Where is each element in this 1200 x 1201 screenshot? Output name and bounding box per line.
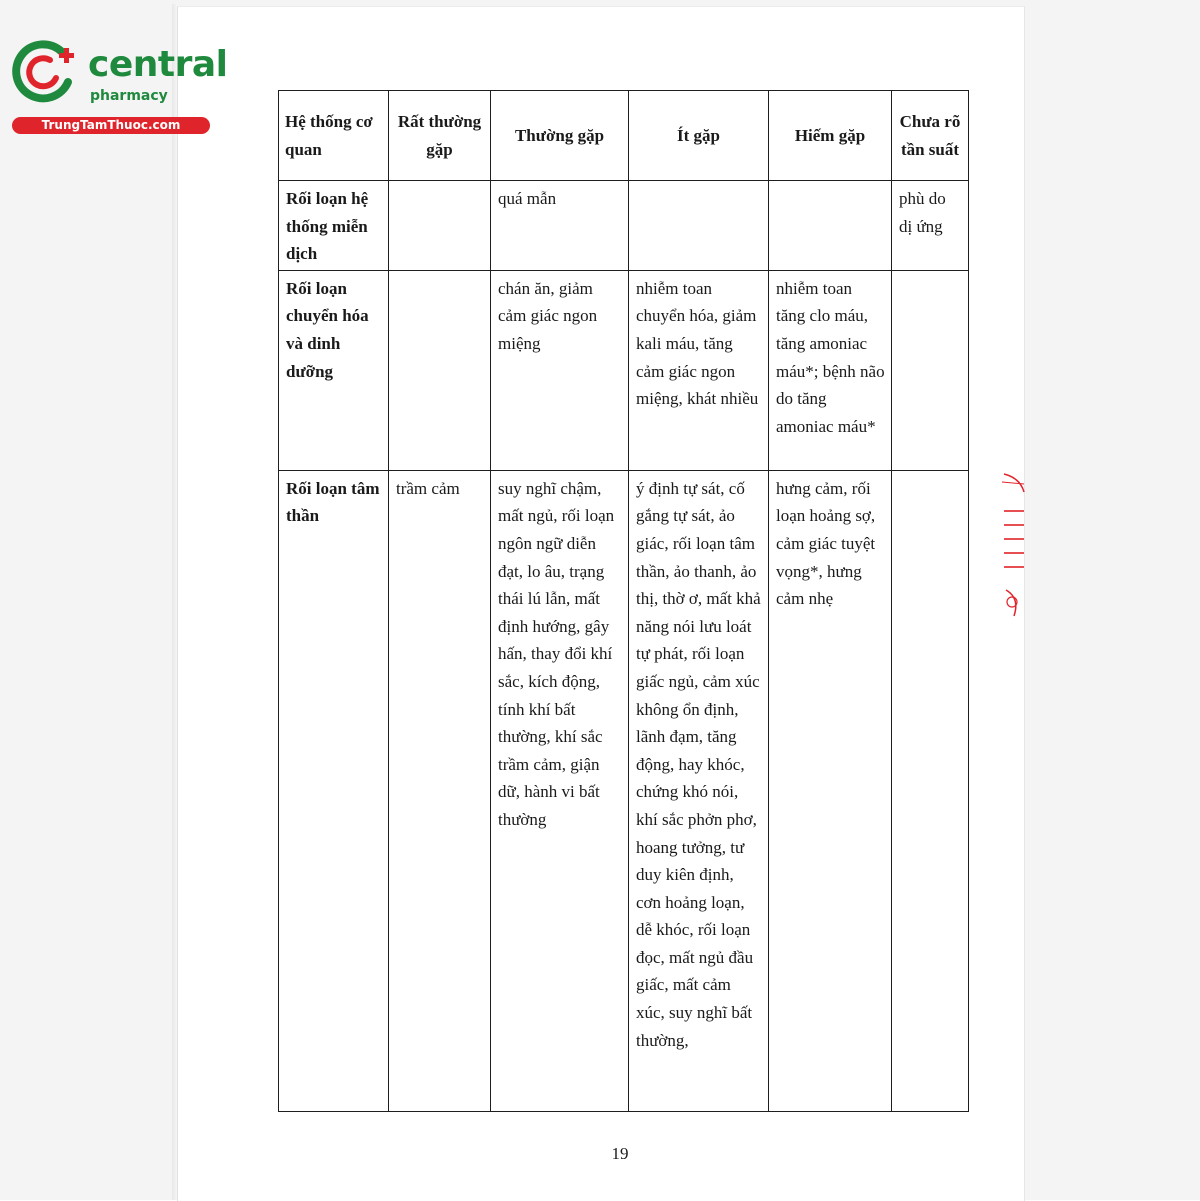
brand-website: TrungTamThuoc.com <box>12 117 210 134</box>
central-pharmacy-logo <box>10 38 228 138</box>
very-common-cell: trầm cảm <box>389 470 491 1111</box>
rare-cell: nhiễm toan tăng clo máu, tăng amoniac máu*; bệnh não do tăng amoniac máu* <box>769 270 892 470</box>
organ-system-cell: Rối loạn hệ thống miễn dịch <box>279 181 389 271</box>
table-header-row <box>279 91 969 181</box>
table-row <box>279 181 969 271</box>
uncommon-cell: ý định tự sát, cố gắng tự sát, ảo giác, rối loạn tâm thần, ảo thanh, ảo thị, thờ ơ, mất khả năng nói lưu loát tự phát, rối loạn giấc ngủ, cảm xúc không ổn định, lãnh đạm, tăng động, hay khóc, chứng khó nói, khí sắc phởn phơ, hoang tưởng, tư duy kiên định, cơn hoảng loạn, dễ khóc, rối loạn đọc, mất ngủ đầu giấc, mất cảm xúc, suy nghĩ bất thường, <box>629 470 769 1111</box>
unknown-frequency-cell: phù do dị ứng <box>892 181 969 271</box>
adverse-effects-table <box>278 90 969 1112</box>
header-unknown-frequency: Chưa rõ tần suất <box>892 91 969 181</box>
uncommon-cell <box>629 181 769 271</box>
brand-subtitle: pharmacy <box>90 88 168 104</box>
very-common-cell <box>389 270 491 470</box>
header-uncommon: Ít gặp <box>629 91 769 181</box>
table-row <box>279 470 969 1111</box>
page-number: 19 <box>611 1144 629 1163</box>
header-common: Thường gặp <box>491 91 629 181</box>
header-rare: Hiếm gặp <box>769 91 892 181</box>
central-pharmacy-logo-icon <box>10 38 80 108</box>
brand-name: central <box>88 44 228 85</box>
organ-system-cell: Rối loạn chuyển hóa và dinh dưỡng <box>279 270 389 470</box>
red-stamp-fragment <box>998 470 1028 626</box>
header-organ-system: Hệ thống cơ quan <box>279 91 389 181</box>
common-cell: quá mẫn <box>491 181 629 271</box>
very-common-cell <box>389 181 491 271</box>
organ-system-cell: Rối loạn tâm thần <box>279 470 389 1111</box>
table-row <box>279 270 969 470</box>
header-very-common: Rất thường gặp <box>389 91 491 181</box>
unknown-frequency-cell <box>892 470 969 1111</box>
rare-cell: hưng cảm, rối loạn hoảng sợ, cảm giác tuyệt vọng*, hưng cảm nhẹ <box>769 470 892 1111</box>
common-cell: chán ăn, giảm cảm giác ngon miệng <box>491 270 629 470</box>
uncommon-cell: nhiễm toan chuyển hóa, giảm kali máu, tăng cảm giác ngon miệng, khát nhiều <box>629 270 769 470</box>
unknown-frequency-cell <box>892 270 969 470</box>
rare-cell <box>769 181 892 271</box>
common-cell: suy nghĩ chậm, mất ngủ, rối loạn ngôn ngữ diễn đạt, lo âu, trạng thái lú lẫn, mất định hướng, gây hấn, thay đổi khí sắc, kích động, tính khí bất thường, khí sắc trầm cảm, giận dữ, hành vi bất thường <box>491 470 629 1111</box>
